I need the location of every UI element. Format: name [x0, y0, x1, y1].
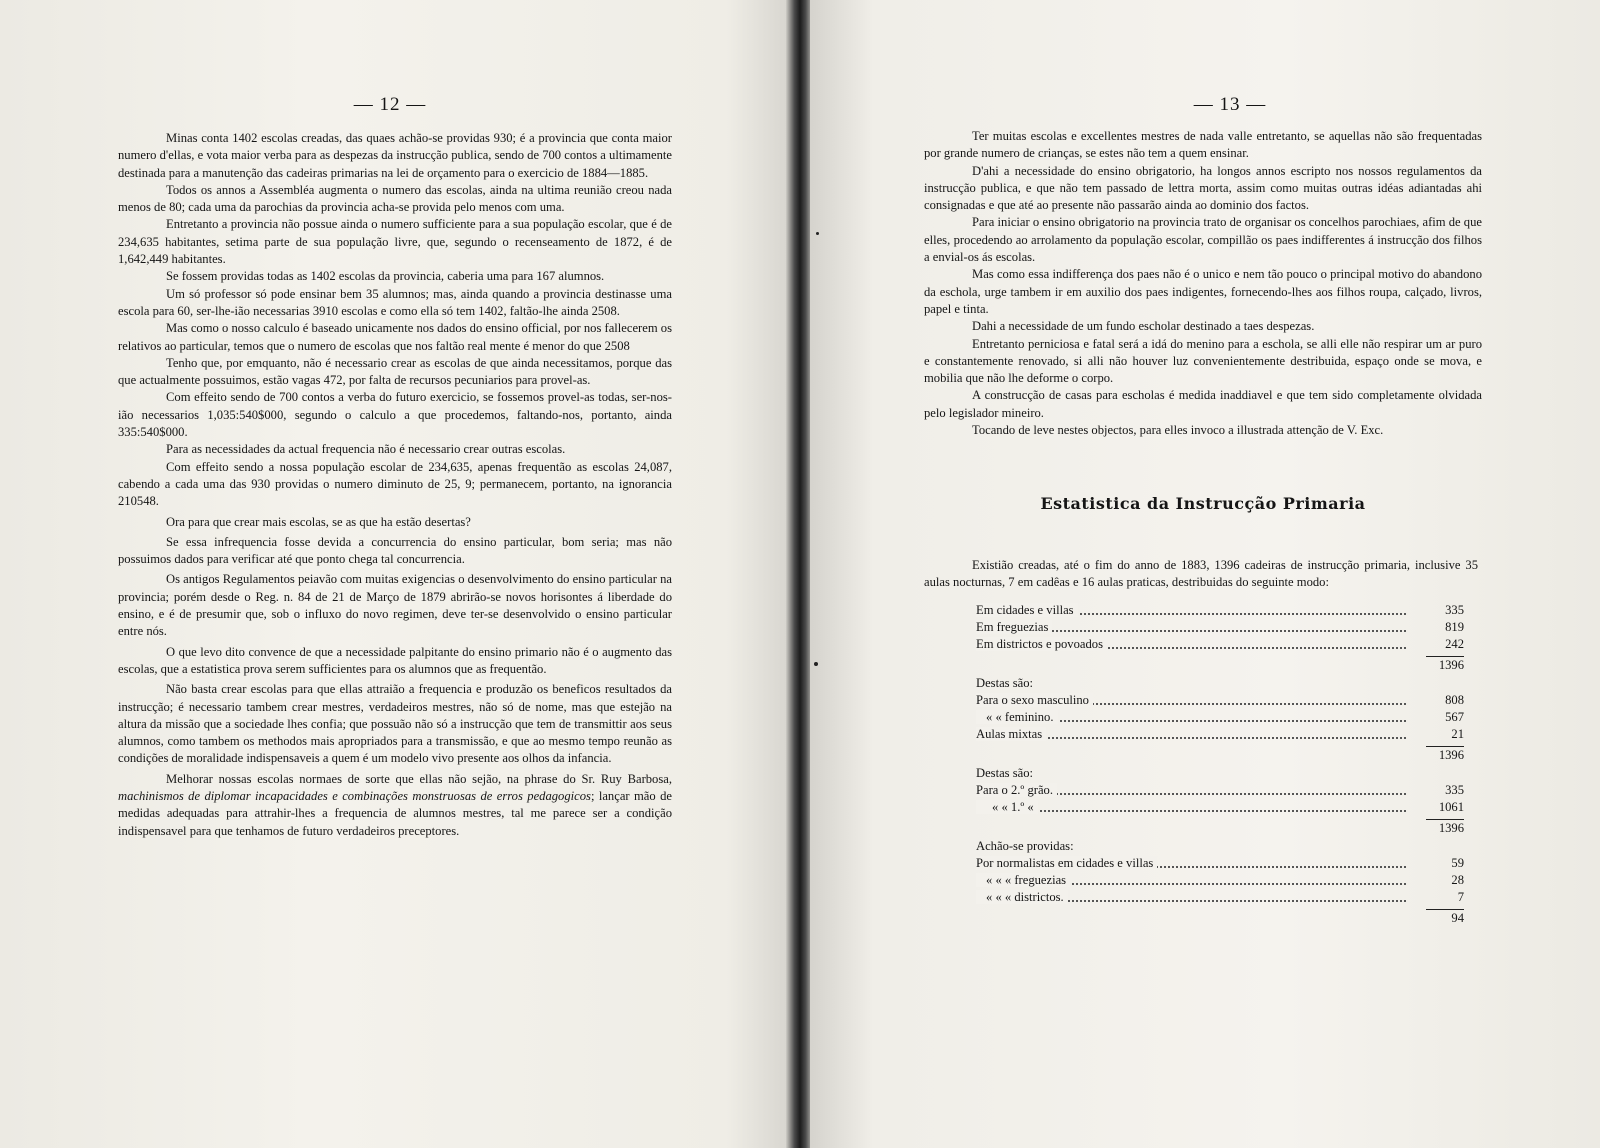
paragraph: Um só professor só pode ensinar bem 35 alumnos; mas, ainda quando a provincia destinasse uma escola para 60, ser-lhe-ião necessarias 3910 escolas e como ella só tem 1402, faltão-lhe ainda 2508. [118, 286, 672, 318]
paper-speck [816, 232, 819, 235]
paragraph: Os antigos Regulamentos peiavão com muitas exigencias o desenvolvimento do ensino particular na provincia; porém desde o Reg. n. 84 de 21 de Março de 1879 abrirão-se novos horisontes á liberdade do ensino, e é de presumir que, sob o influxo do novo regimen, deve ter-se desenvolvido o ensino particular entre nós. [118, 572, 672, 639]
stats-row-label: « « 1.º « [976, 800, 1038, 814]
paragraph: Com effeito sendo de 700 contos a verba do futuro exercicio, se fossemos provel-as todas, ser-nos-ião necessarios 1,035:540$000, segundo o calculo a que procedemos, faltando-nos, portanto, ainda 335:540$000. [118, 390, 672, 440]
stats-row-value: 21 [1451, 727, 1464, 741]
stats-table [976, 602, 1464, 928]
stats-row [976, 709, 1464, 726]
left-page [0, 0, 790, 1148]
paragraph: Não basta crear escolas para que ellas attraião a frequencia e produzão os beneficos resultados da instrucção; é necessario tambem crear mestres, verdadeiros mestres, não só de nome, mas que estejão na altura da missão que a sociedade lhes confia; que possuão não só a instrucção que tem de transmittir aos seus alumnos, como tambem os methodos mais apropriados para a transmissão, e que ao mesmo tempo reunão as condições de moralidade indispensaveis a quem é um modelo vivo presente aos olhos da infancia. [118, 682, 672, 766]
stats-total-value: 1396 [1438, 658, 1464, 672]
stats-total-value: 1396 [1438, 821, 1464, 835]
paragraph: Para iniciar o ensino obrigatorio na provincia trato de organisar os concelhos parochiaes, afim de que elles, procedendo ao arrolamento da população escolar, compillão os paes indifferentes á instrucção dos filhos a envial-os ás escolas. [924, 215, 1482, 265]
paragraph: Dahi a necessidade de um fundo escholar destinado a taes despezas. [972, 319, 1315, 334]
paragraph: Tenho que, por emquanto, não é necessario crear as escolas de que ainda necessitamos, porque das que actualmente possuimos, estão vagas 472, por falta de recursos pecuniarios para provel-as. [118, 355, 672, 388]
ruy-barbosa-quote: machinismos de diplomar incapacidades e combinações monstruosas de erros pedagogicos [118, 788, 591, 803]
stats-title: Estatistica da Instrucção Primaria [1040, 494, 1366, 513]
paragraph: Ter muitas escolas e excellentes mestres de nada valle entretanto, se aquellas não são frequentadas por grande numero de crianças, se estes não tem a quem ensinar. [924, 129, 1482, 161]
stats-row-value: 335 [1445, 603, 1464, 617]
paragraph-final-lead: Melhorar nossas escolas normaes de sorte que ellas não sejão, na phrase do Sr. Ruy Barbosa, [166, 771, 672, 786]
paragraph: Entretanto perniciosa e fatal será a idá do menino para a eschola, se alli elle não respirar um ar puro e constantemente renovado, si alli não houver luz convenientemente destribuida, espaço onde se mova, e mobilia que não lhe deforme o corpo. [924, 336, 1482, 386]
paragraph: D'ahi a necessidade do ensino obrigatorio, ha longos annos escripto nos nossos regulamentos da instrucção publica, e que não tem passado de lettra morta, assim como muitas outras idéas adiantadas ahi consignadas e que até ao presente não passarão ainda ao dominio dos factos. [924, 163, 1482, 213]
paragraph: O que levo dito convence de que a necessidade palpitante do ensino primario não é o augmento das escolas, que a estatistica prova serem sufficientes para os alumnos que as frequentão. [118, 644, 672, 676]
left-page-body [118, 130, 672, 840]
paragraph: Entretanto a provincia não possue ainda o numero sufficiente para a sua população escolar, que é de 234,635 habitantes, setima parte de sua população livre, que, segundo o recenseamento de 1872, é de 1,642,449 habitantes. [118, 217, 672, 267]
stats-row-label: Aulas mixtas [976, 727, 1046, 741]
stats-row-value: 28 [1451, 873, 1464, 887]
stats-row [976, 602, 1464, 619]
stats-row-value: 808 [1445, 693, 1464, 707]
paragraph: Com effeito sendo a nossa população escolar de 234,635, apenas frequentão as escolas 24,087, cabendo a cada uma das 930 providas o numero diminuto de 25, 9; permanecem, portanto, na ignorancia 210548. [118, 459, 672, 509]
right-page-body [924, 128, 1482, 439]
stats-row [976, 872, 1464, 889]
page-number-left: — 12 — [353, 94, 427, 115]
paragraph-final-tail: ; lançar mão de medidas adequadas para attrahir-lhes a frequencia de alumnos mestres, tal me parece ser a condição indispensavel para que tenhamos de futuro verdadeiros preceptores. [118, 788, 672, 838]
stats-total-value: 94 [1451, 911, 1464, 925]
stats-total [976, 743, 1464, 765]
stats-row [976, 726, 1464, 743]
stats-row [976, 692, 1464, 709]
stats-row [976, 782, 1464, 799]
paragraph: Se fossem providas todas as 1402 escolas da provincia, caberia uma para 167 alumnos. [166, 269, 605, 284]
stats-row-label: Em freguezias [976, 620, 1052, 634]
paragraph: Mas como essa indifferença dos paes não é o unico e nem tão pouco o principal motivo do abandono da eschola, urge tambem ir em auxilio dos paes indigentes, fornecendo-lhes aos filhos roupa, calçado, livros, papel e tinta. [924, 267, 1482, 316]
stats-row-label: Para o 2.º grão. [976, 783, 1057, 797]
stats-total [976, 816, 1464, 838]
paragraph: Minas conta 1402 escolas creadas, das quaes achão-se providas 930; é a provincia que conta maior numero d'ellas, e vota maior verba para as despezas da instrucção publica, sendo de 700 contos a ultimamente destinada para a manutenção das cadeiras primarias na lei de orçamento para o exercicio de 1884—1885. [118, 131, 672, 180]
stats-row [976, 855, 1464, 872]
stats-intro [924, 557, 1478, 592]
stats-total-value: 1396 [1438, 748, 1464, 762]
stats-section-heading: Destas são: [976, 676, 1034, 690]
stats-row-label: Em cidades e villas [976, 603, 1078, 617]
stats-section-heading: Achão-se providas: [976, 839, 1074, 853]
stats-row-label: Para o sexo masculino [976, 693, 1093, 707]
stats-row-value: 819 [1445, 620, 1464, 634]
paragraph: Se essa infrequencia fosse devida a concurrencia do ensino particular, bom seria; mas não possuimos dados para verificar até que ponto chega tal concurrencia. [118, 534, 672, 567]
stats-row-value: 567 [1445, 710, 1464, 724]
stats-section-heading: Destas são: [976, 766, 1034, 780]
paragraph: A construcção de casas para escholas é medida inaddiavel e que tem sido completamente olvidada pelo legislador mineiro. [924, 388, 1482, 420]
paragraph: Tocando de leve nestes objectos, para elles invoco a illustrada attenção de V. Exc. [972, 423, 1384, 438]
stats-row-value: 1061 [1438, 800, 1464, 814]
stats-row [976, 619, 1464, 636]
stats-row-value: 59 [1451, 856, 1464, 870]
stats-total [976, 653, 1464, 675]
right-page [810, 0, 1600, 1148]
paragraph: Para as necessidades da actual frequencia não é necessario crear outras escolas. [166, 442, 566, 457]
paper-speck [814, 662, 818, 666]
stats-row-label: Em districtos e povoados [976, 637, 1107, 651]
stats-row [976, 799, 1464, 816]
paragraph-final [118, 771, 672, 840]
stats-row [976, 889, 1464, 906]
stats-row-label: « « feminino. [976, 710, 1058, 724]
stats-row [976, 636, 1464, 653]
stats-row-value: 7 [1457, 890, 1464, 904]
stats-row-label: « « « freguezias [976, 873, 1070, 887]
page-number-right: — 13 — [1193, 94, 1267, 115]
stats-row-value: 242 [1445, 637, 1464, 651]
stats-row-label: « « « districtos. [976, 890, 1068, 904]
paragraph: Todos os annos a Assembléa augmenta o numero das escolas, ainda na ultima reunião creou nada menos de 80; cada uma da parochias da provincia acha-se provida pelo menos com uma. [118, 182, 672, 215]
paragraph: Ora para que crear mais escolas, se as que ha estão desertas? [166, 514, 471, 529]
paragraph: Mas como o nosso calculo é baseado unicamente nos dados do ensino official, por nos fallecerem os relativos ao particular, temos que o numero de escolas que nos faltão real mente é menor do que 2508 [118, 321, 672, 353]
stats-total [976, 906, 1464, 928]
stats-row-label: Por normalistas em cidades e villas [976, 856, 1157, 870]
stats-intro-text: Existião creadas, até o fim do anno de 1883, 1396 cadeiras de instrucção primaria, inclusive 35 aulas nocturnas, 7 em cadêas e 16 aulas praticas, destribuidas do seguinte modo: [924, 558, 1478, 590]
stats-row-value: 335 [1445, 783, 1464, 797]
